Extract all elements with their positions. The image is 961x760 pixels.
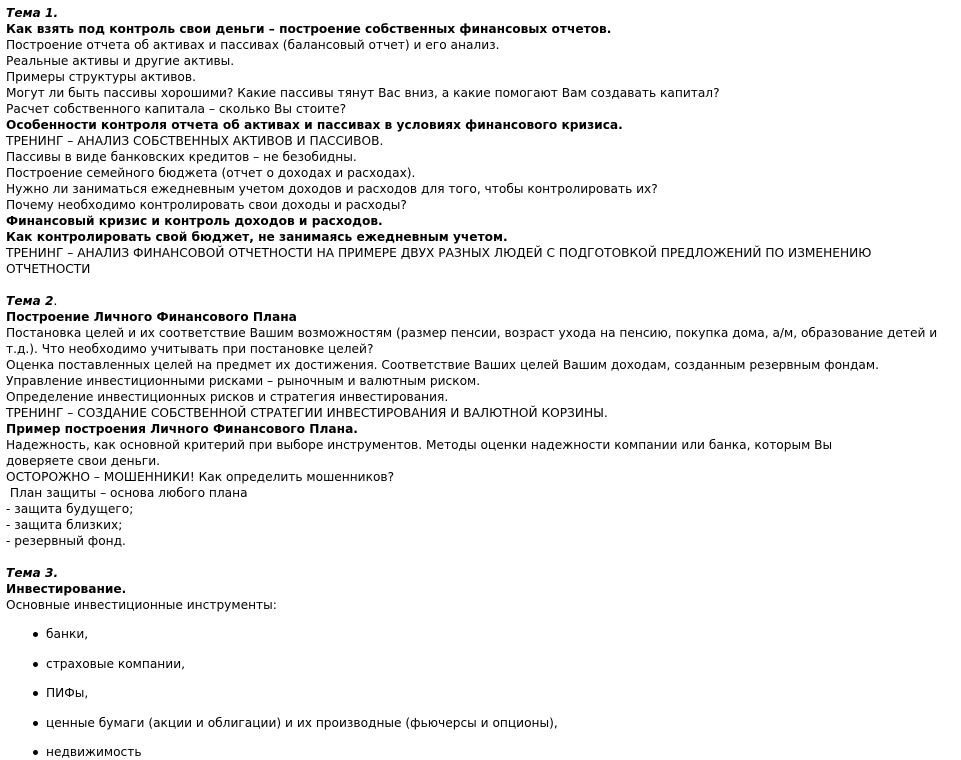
list-item-text: страховые компании, (46, 656, 185, 671)
bullet-icon (33, 721, 38, 726)
topic-1-line: Как контролировать свой бюджет, не занимаясь ежедневным учетом. (6, 230, 508, 244)
topic-2-line: Оценка поставленных целей на предмет их достижения. Соответствие Ваших целей Вашим доходам, созданным резервным фондам. (6, 358, 879, 372)
list-item-text: недвижимость (46, 745, 142, 759)
list-item-text: ценные бумаги (акции и облигации) и их производные (фьючерсы и опционы), (46, 715, 558, 730)
topic-1-line: Построение семейного бюджета (отчет о доходах и расходах). (6, 166, 416, 180)
topic-2-line: - резервный фонд. (6, 534, 126, 548)
bullet-icon (33, 632, 38, 637)
topic-3-section (6, 565, 946, 760)
topic-3-line: Инвестирование. (6, 582, 127, 596)
bullet-icon (33, 691, 38, 696)
topic-1-line: Особенности контроля отчета об активах и пассивах в условиях финансового кризиса. (6, 118, 623, 132)
topic-2-line: Определение инвестиционных рисков и стратегия инвестирования. (6, 390, 449, 404)
topic-2-line: - защита будущего; (6, 502, 134, 516)
topic-2-line: ТРЕНИНГ – СОЗДАНИЕ СОБСТВЕННОЙ СТРАТЕГИИ ИНВЕСТИРОВАНИЯ И ВАЛЮТНОЙ КОРЗИНЫ. (6, 406, 608, 420)
topic-2-line: - защита близких; (6, 518, 123, 532)
list-item-text: банки, (46, 627, 89, 641)
list-item-text: ПИФы, (46, 686, 89, 700)
topic-1-line: Пассивы в виде банковских кредитов – не безобидны. (6, 150, 357, 164)
topic-1-line: Построение отчета об активах и пассивах (балансовый отчет) и его анализ. (6, 38, 500, 52)
topic-1-line: Расчет собственного капитала – сколько Вы стоите? (6, 102, 347, 116)
list-item (46, 656, 946, 672)
topic-1-line: Финансовый кризис и контроль доходов и расходов. (6, 214, 383, 228)
section-spacer (6, 277, 946, 293)
bullet-icon (33, 662, 38, 667)
topic-1-line: Нужно ли заниматься ежедневным учетом доходов и расходов для того, чтобы контролировать их? (6, 182, 658, 196)
topic-1-line: ТРЕНИНГ – АНАЛИЗ ФИНАНСОВОЙ ОТЧЕТНОСТИ НА ПРИМЕРЕ ДВУХ РАЗНЫХ ЛЮДЕЙ С ПОДГОТОВКОЙ ПРЕДЛОЖЕНИЙ ПО ИЗМЕНЕНИЮ ОТЧЕТНОСТИ (6, 246, 872, 276)
topic-2-line: Построение Личного Финансового Плана (6, 310, 297, 324)
topic-1-label: Тема 1. (6, 6, 59, 20)
topic-2-section (6, 293, 946, 549)
list-item (46, 715, 946, 731)
investment-tools-list (6, 626, 946, 760)
topic-1-line: ТРЕНИНГ – АНАЛИЗ СОБСТВЕННЫХ АКТИВОВ И ПАССИВОВ. (6, 134, 384, 148)
topic-2-label-suffix: . (53, 294, 58, 308)
topic-2-line: Постановка целей и их соответствие Вашим возможностям (размер пенсии, возраст ухода на пенсию, покупка дома, а/м, образование детей и т.д.). Что необходимо учитывать при постановке целей? (6, 326, 938, 356)
topic-1-line: Почему необходимо контролировать свои доходы и расходы? (6, 198, 407, 212)
topic-2-label-row (6, 293, 946, 309)
topic-2-line: План защиты – основа любого плана (6, 486, 248, 500)
list-item (46, 685, 946, 701)
topic-2-line: ОСТОРОЖНО – МОШЕННИКИ! Как определить мошенников? (6, 470, 395, 484)
topic-2-line: Управление инвестиционными рисками – рыночным и валютным риском. (6, 374, 481, 388)
section-spacer (6, 549, 946, 565)
topic-1-line: Реальные активы и другие активы. (6, 54, 235, 68)
bullet-icon (33, 750, 38, 755)
topic-3-line: Основные инвестиционные инструменты: (6, 598, 277, 612)
topic-2-label: Тема 2 (6, 294, 54, 308)
topic-2-line: Надежность, как основной критерий при выборе инструментов. Методы оценки надежности компании или банка, которым Вы доверяете свои деньги. (6, 438, 833, 468)
topic-2-line: Пример построения Личного Финансового Плана. (6, 422, 358, 436)
topic-1-line: Могут ли быть пассивы хорошими? Какие пассивы тянут Вас вниз, а какие помогают Вам создавать капитал? (6, 86, 720, 100)
list-item (46, 626, 946, 642)
topic-1-line: Как взять под контроль свои деньги – построение собственных финансовых отчетов. (6, 22, 612, 36)
topic-1-line: Примеры структуры активов. (6, 70, 196, 84)
topic-3-label: Тема 3. (6, 566, 59, 580)
topic-1-section (6, 5, 946, 277)
